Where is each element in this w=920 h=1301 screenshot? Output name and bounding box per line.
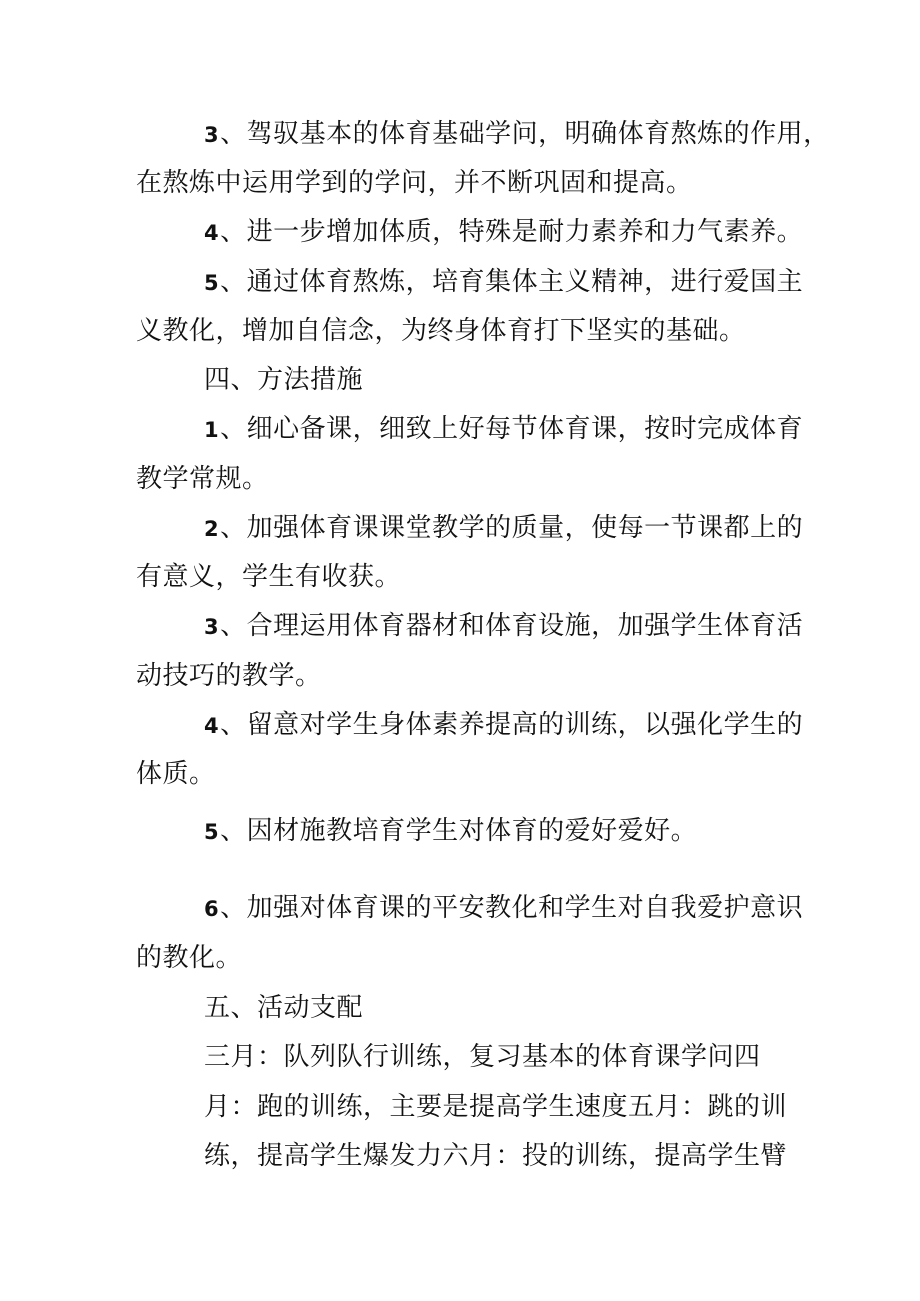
- line-text: 、进一步增加体质，特殊是耐力素养和力气素养。: [220, 217, 804, 247]
- line-text: 、加强对体育课的平安教化和学生对自我爱护意识: [220, 893, 804, 923]
- paragraph-line: 教学常规。: [136, 464, 269, 494]
- line-text: 、通过体育熬炼，培育集体主义精神，进行爱国主: [220, 267, 804, 297]
- item-number: 4: [204, 221, 220, 245]
- paragraph-line: [204, 212, 804, 253]
- section-heading: 四、方法措施: [204, 365, 364, 395]
- paragraph-line: [204, 606, 804, 647]
- paragraph-line: 体质。: [136, 759, 216, 789]
- paragraph-line: 动技巧的教学。: [136, 661, 322, 691]
- item-number: 1: [204, 418, 220, 442]
- paragraph-line: [204, 114, 830, 155]
- paragraph-line: 在熬炼中运用学到的学问，并不断巩固和提高。: [136, 168, 693, 198]
- item-number: 3: [204, 123, 220, 147]
- paragraph-line: 练，提高学生爆发力六月：投的训练，提高学生臂: [204, 1141, 788, 1171]
- line-text: 、加强体育课课堂教学的质量，使每一节课都上的: [220, 513, 804, 543]
- section-heading: 五、活动支配: [204, 993, 364, 1023]
- line-text: 、细心备课，细致上好每节体育课，按时完成体育: [220, 414, 804, 444]
- paragraph-line: 有意义，学生有收获。: [136, 562, 402, 592]
- item-number: 5: [204, 820, 220, 844]
- item-number: 5: [204, 271, 220, 295]
- paragraph-line: 三月：队列队行训练，复习基本的体育课学问四: [204, 1042, 761, 1072]
- paragraph-line: [204, 811, 796, 852]
- line-text: 、留意对学生身体素养提高的训练，以强化学生的: [220, 710, 804, 740]
- item-number: 2: [204, 517, 220, 541]
- paragraph-line: [204, 705, 804, 746]
- paragraph-line: [204, 888, 804, 929]
- paragraph-line: [204, 262, 804, 303]
- line-text: 、合理运用体育器材和体育设施，加强学生体育活: [220, 611, 804, 641]
- paragraph-line: [204, 409, 804, 450]
- item-number: 4: [204, 714, 220, 738]
- paragraph-line: [204, 508, 804, 549]
- paragraph-line: 的教化。: [136, 943, 243, 973]
- line-text: 、因材施教培育学生对体育的爱好爱好。: [220, 816, 698, 846]
- paragraph-line: 义教化，增加自信念，为终身体育打下坚实的基础。: [136, 316, 746, 346]
- line-text: 、驾驭基本的体育基础学问，明确体育熬炼的作用，: [220, 119, 830, 149]
- paragraph-line: 月：跑的训练，主要是提高学生速度五月：跳的训: [204, 1092, 788, 1122]
- item-number: 6: [204, 897, 220, 921]
- item-number: 3: [204, 615, 220, 639]
